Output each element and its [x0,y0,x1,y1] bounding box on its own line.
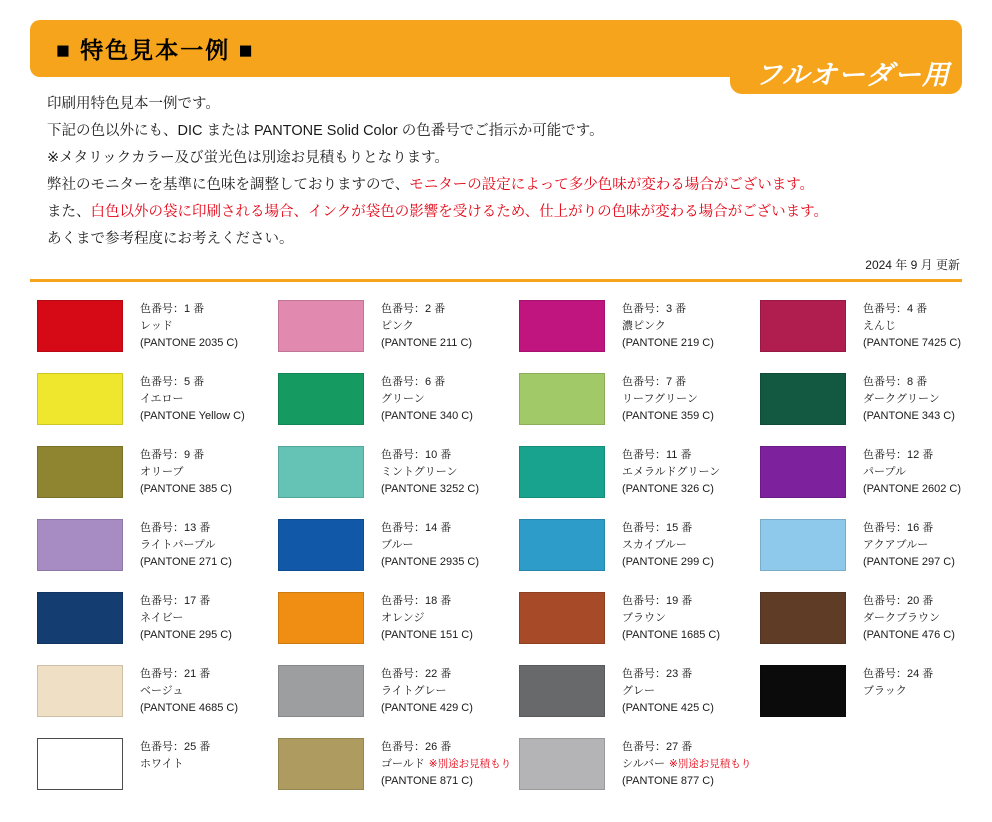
color-name [622,391,714,408]
color-name [381,756,511,773]
color-number-label: 色番号：19 番 [622,595,693,607]
color-swatch [519,373,605,425]
pantone-code: (PANTONE 359 C) [622,410,714,422]
color-name-text: オレンジ [381,612,425,624]
color-name [140,610,232,627]
color-meta [622,519,714,592]
color-name [140,683,238,700]
color-number-label: 色番号：7 番 [622,376,687,388]
color-name-text: ダークブラウン [863,612,940,624]
color-swatch [278,446,364,498]
full-order-label: フルオーダー用 [755,60,950,90]
color-cell [37,300,278,373]
color-number-label: 色番号：26 番 [381,741,452,753]
color-name-text: ダークグリーン [863,393,940,405]
extra-estimate-note: ※別途お見積もり [668,758,752,770]
color-swatch [760,300,846,352]
color-meta [622,446,720,519]
intro-line [47,91,962,118]
color-number-label: 色番号：24 番 [863,668,934,680]
header-bar [30,20,962,90]
color-cell [760,300,992,373]
intro-warning-text: 白色以外の袋に印刷される場合、インクが袋色の影響を受けるため、仕上がりの色味が変わる場合がございます。 [90,204,828,220]
pantone-code: (PANTONE 1685 C) [622,629,721,641]
pantone-code: (PANTONE 425 C) [622,702,714,714]
intro-line [47,226,962,253]
intro-text-segment: 下記の色以外にも、DIC または PANTONE Solid Color の色番号でご指示か可能です。 [47,123,604,139]
pantone-code: (PANTONE 343 C) [863,410,955,422]
color-number-label: 色番号：20 番 [863,595,934,607]
color-cell [760,373,992,446]
color-name [863,391,955,408]
color-swatch-grid [37,300,992,811]
color-meta [622,373,714,446]
color-name [140,318,238,335]
color-swatch [760,665,846,717]
color-cell [37,519,278,592]
color-meta [381,373,473,446]
color-name-text: ネイビー [140,612,184,624]
color-meta [381,300,472,373]
color-name [622,610,720,627]
color-cell [519,446,760,519]
color-meta [140,446,232,519]
color-meta [622,738,751,811]
color-cell [37,665,278,738]
pantone-code: (PANTONE 299 C) [622,556,714,568]
color-swatch [519,592,605,644]
color-swatch [37,519,123,571]
color-name-text: パープル [863,466,907,478]
color-name [863,610,955,627]
updated-date: 2024 年 9 月 更新 [865,258,960,272]
color-cell [37,738,278,811]
color-swatch [760,446,846,498]
color-name-text: ピンク [381,320,414,332]
color-number-label: 色番号：27 番 [622,741,693,753]
pantone-code: (PANTONE 219 C) [622,337,714,349]
color-name-text: オリーブ [140,466,184,478]
color-name [863,318,961,335]
color-number-label: 色番号：16 番 [863,522,934,534]
color-name [863,464,961,481]
pantone-code: (PANTONE 877 C) [622,775,714,787]
color-cell [760,446,992,519]
color-swatch [760,373,846,425]
intro-text [47,91,962,253]
color-name-text: えんじ [863,320,896,332]
color-meta [381,592,473,665]
pantone-code: (PANTONE 476 C) [863,629,955,641]
color-meta [381,738,511,811]
color-meta [381,446,479,519]
color-name-text: イエロー [140,393,184,405]
pantone-code: (PANTONE 271 C) [140,556,232,568]
divider-line [30,279,962,282]
color-cell [519,665,760,738]
color-meta [140,592,232,665]
intro-text-segment: 印刷用特色見本一例です。 [47,96,220,112]
color-swatch [760,592,846,644]
color-name-text: アクアブルー [863,539,929,551]
pantone-code: (PANTONE 2602 C) [863,483,962,495]
color-number-label: 色番号：3 番 [622,303,687,315]
color-swatch [278,519,364,571]
color-meta [863,373,955,446]
color-cell [278,446,519,519]
color-name [622,464,720,481]
intro-line [47,118,962,145]
color-cell [278,738,519,811]
color-meta [140,300,238,373]
color-cell [278,300,519,373]
color-name-text: ブラウン [622,612,666,624]
color-swatch [37,373,123,425]
color-name [863,537,955,554]
color-name-text: ミントグリーン [381,466,458,478]
color-cell [278,373,519,446]
color-swatch [760,519,846,571]
color-swatch [37,592,123,644]
color-cell [278,665,519,738]
pantone-code: (PANTONE 3252 C) [381,483,480,495]
color-name-text: スカイブルー [622,539,687,551]
pantone-code: (PANTONE 2035 C) [140,337,239,349]
intro-text-segment: 弊社のモニターを基準に色味を調整しておりますので、 [47,177,410,193]
color-cell [37,592,278,665]
color-name-text: レッド [140,320,173,332]
color-cell [519,373,760,446]
color-swatch [37,446,123,498]
color-number-label: 色番号：18 番 [381,595,452,607]
pantone-code: (PANTONE 211 C) [381,337,473,349]
pantone-code: (PANTONE 385 C) [140,483,232,495]
color-meta [140,373,245,446]
color-cell [37,373,278,446]
color-number-label: 色番号：13 番 [140,522,211,534]
color-number-label: 色番号：15 番 [622,522,693,534]
color-swatch [519,300,605,352]
color-name-text: ベージュ [140,685,184,697]
color-meta [863,446,961,519]
color-number-label: 色番号：23 番 [622,668,693,680]
color-number-label: 色番号：8 番 [863,376,928,388]
color-swatch [278,738,364,790]
pantone-code: (PANTONE Yellow C) [140,410,245,422]
color-name-text: 濃ピンク [622,320,666,332]
color-cell [278,592,519,665]
color-name-text: リーフグリーン [622,393,698,405]
color-name [381,537,479,554]
color-meta [140,738,210,811]
color-number-label: 色番号：1 番 [140,303,205,315]
color-cell [519,738,760,811]
color-number-label: 色番号：5 番 [140,376,205,388]
color-number-label: 色番号：6 番 [381,376,446,388]
color-cell [519,300,760,373]
color-name-text: ブラック [863,685,907,697]
color-meta [622,592,720,665]
color-number-label: 色番号：4 番 [863,303,928,315]
color-swatch [37,738,123,790]
color-cell [37,446,278,519]
pantone-code: (PANTONE 151 C) [381,629,473,641]
color-meta [140,665,238,738]
color-swatch [278,373,364,425]
intro-text-segment: ※メタリックカラー及び蛍光色は別途お見積もりとなります。 [47,150,449,166]
color-name-text: ゴールド [381,758,425,770]
color-number-label: 色番号：22 番 [381,668,452,680]
color-name-text: エメラルドグリーン [622,466,721,478]
pantone-code: (PANTONE 326 C) [622,483,714,495]
color-name [140,464,232,481]
pantone-code: (PANTONE 871 C) [381,775,473,787]
intro-line [47,172,962,199]
color-meta [381,665,473,738]
color-name [140,391,245,408]
color-name-text: ブルー [381,539,414,551]
color-meta [622,300,714,373]
color-name [381,464,479,481]
color-cell [760,519,992,592]
pantone-code: (PANTONE 7425 C) [863,337,962,349]
color-meta [863,300,961,373]
page-title: ■ 特色見本一例 ■ [56,37,255,63]
color-number-label: 色番号：12 番 [863,449,934,461]
color-number-label: 色番号：9 番 [140,449,205,461]
color-name-text: ライトグレー [381,685,447,697]
pantone-code: (PANTONE 2935 C) [381,556,480,568]
color-number-label: 色番号：11 番 [622,449,692,461]
color-name [622,537,714,554]
color-name-text: グリーン [381,393,425,405]
color-swatch [278,592,364,644]
color-name [622,756,751,773]
color-cell [760,592,992,665]
color-name [622,318,714,335]
color-cell [519,519,760,592]
color-meta [863,665,933,738]
color-meta [622,665,714,738]
extra-estimate-note: ※別途お見積もり [428,758,512,770]
color-number-label: 色番号：14 番 [381,522,452,534]
color-swatch [519,738,605,790]
color-name [622,683,714,700]
color-number-label: 色番号：25 番 [140,741,211,753]
color-name [140,756,210,773]
color-swatch [519,665,605,717]
color-name [140,537,232,554]
color-swatch [519,519,605,571]
color-name [381,318,472,335]
color-swatch [37,300,123,352]
color-meta [863,519,955,592]
color-name-text: ホワイト [140,758,184,770]
pantone-code: (PANTONE 297 C) [863,556,955,568]
intro-text-segment: また、 [47,204,91,220]
intro-line [47,199,962,226]
color-cell [278,519,519,592]
pantone-code: (PANTONE 429 C) [381,702,473,714]
color-number-label: 色番号：17 番 [140,595,211,607]
color-meta [863,592,955,665]
color-name-text: ライトパープル [140,539,216,551]
color-number-label: 色番号：2 番 [381,303,446,315]
color-cell [760,665,992,738]
color-cell [519,592,760,665]
color-name-text: シルバー [622,758,665,770]
color-meta [381,519,479,592]
full-order-tab [730,40,962,94]
color-name [863,683,933,700]
pantone-code: (PANTONE 295 C) [140,629,232,641]
color-swatch [37,665,123,717]
color-number-label: 色番号：10 番 [381,449,452,461]
color-swatch [278,665,364,717]
intro-text-segment: あくまで参考程度にお考えください。 [47,231,294,247]
intro-warning-text: モニターの設定によって多少色味が変わる場合がございます。 [409,177,815,193]
pantone-code: (PANTONE 340 C) [381,410,473,422]
color-swatch [519,446,605,498]
color-name [381,610,473,627]
color-number-label: 色番号：21 番 [140,668,211,680]
intro-line [47,145,962,172]
color-swatch [278,300,364,352]
color-name [381,683,473,700]
pantone-code: (PANTONE 4685 C) [140,702,239,714]
color-name-text: グレー [622,685,655,697]
color-meta [140,519,232,592]
color-name [381,391,473,408]
